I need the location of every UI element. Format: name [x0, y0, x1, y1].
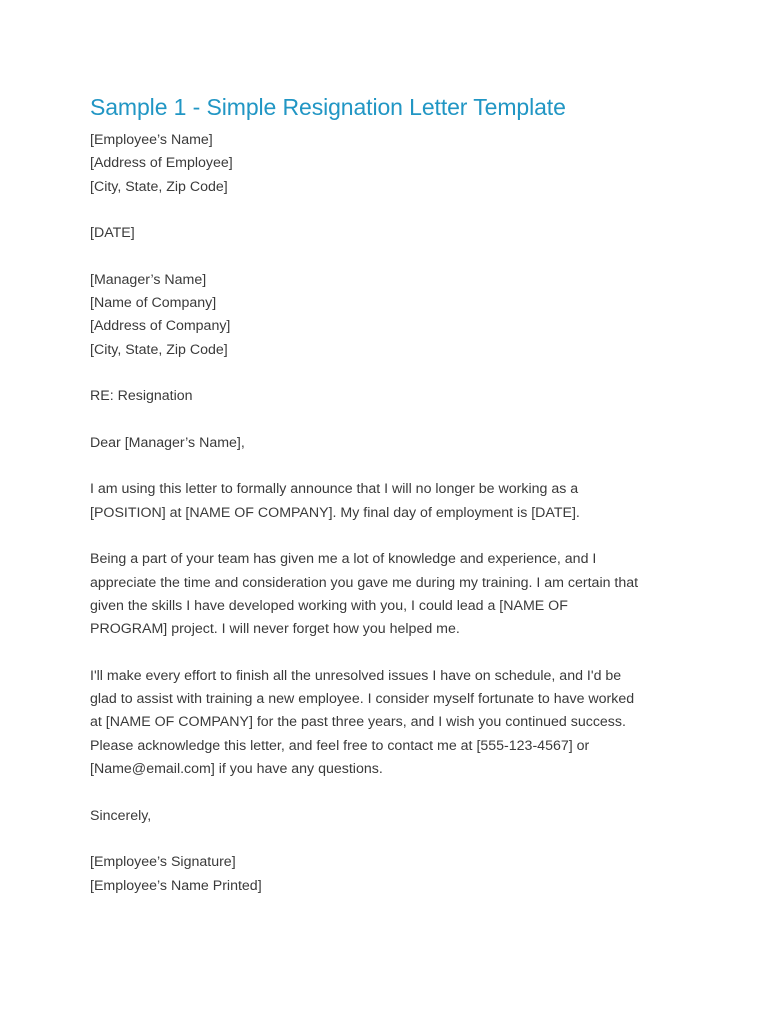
recipient-address: [90, 269, 690, 362]
paragraph-line: [POSITION] at [NAME OF COMPANY]. My final day of employment is [DATE].: [90, 504, 580, 521]
paragraph-line: Being a part of your team has given me a lot of knowledge and experience, and I: [90, 551, 597, 568]
recipient-name: [Manager’s Name]: [90, 271, 207, 288]
paragraph-line: given the skills I have developed working with you, I could lead a [NAME OF: [90, 597, 568, 614]
paragraph-line: I'll make every effort to finish all the unresolved issues I have on schedule, and I'd be: [90, 667, 622, 684]
body-paragraph-3: [90, 665, 690, 781]
paragraph-line: at [NAME OF COMPANY] for the past three years, and I wish you continued success.: [90, 714, 626, 731]
recipient-street: [Address of Company]: [90, 318, 231, 335]
body-paragraph-1: [90, 478, 690, 525]
paragraph-line: glad to assist with training a new employee. I consider myself fortunate to have worked: [90, 691, 635, 708]
paragraph-line: PROGRAM] project. I will never forget how you helped me.: [90, 621, 460, 638]
date-text: [DATE]: [90, 225, 135, 242]
signature-block: [90, 851, 690, 898]
signature-line: [Employee’s Signature]: [90, 854, 236, 871]
subject-line: [90, 385, 690, 408]
recipient-company: [Name of Company]: [90, 295, 217, 312]
subject-text: RE: Resignation: [90, 388, 193, 405]
salutation: [90, 432, 690, 455]
sender-street: [Address of Employee]: [90, 155, 233, 172]
body-paragraph-2: [90, 548, 690, 641]
closing-text: Sincerely,: [90, 807, 152, 824]
sender-city: [City, State, Zip Code]: [90, 178, 228, 195]
document-title: Sample 1 - Simple Resignation Letter Template: [90, 94, 566, 120]
recipient-city: [City, State, Zip Code]: [90, 341, 228, 358]
sender-name: [Employee’s Name]: [90, 132, 213, 148]
sender-address: [90, 129, 690, 199]
paragraph-line: [Name@email.com] if you have any questions.: [90, 761, 383, 778]
paragraph-line: appreciate the time and consideration you gave me during my training. I am certain that: [90, 574, 639, 591]
closing: [90, 805, 690, 828]
letter-date: [90, 222, 690, 245]
paragraph-line: I am using this letter to formally announce that I will no longer be working as a: [90, 481, 579, 498]
printed-name-line: [Employee’s Name Printed]: [90, 877, 262, 894]
paragraph-line: Please acknowledge this letter, and feel free to contact me at [555-123-4567] or: [90, 737, 590, 754]
salutation-text: Dear [Manager’s Name],: [90, 434, 245, 451]
letter-document: [90, 90, 690, 898]
